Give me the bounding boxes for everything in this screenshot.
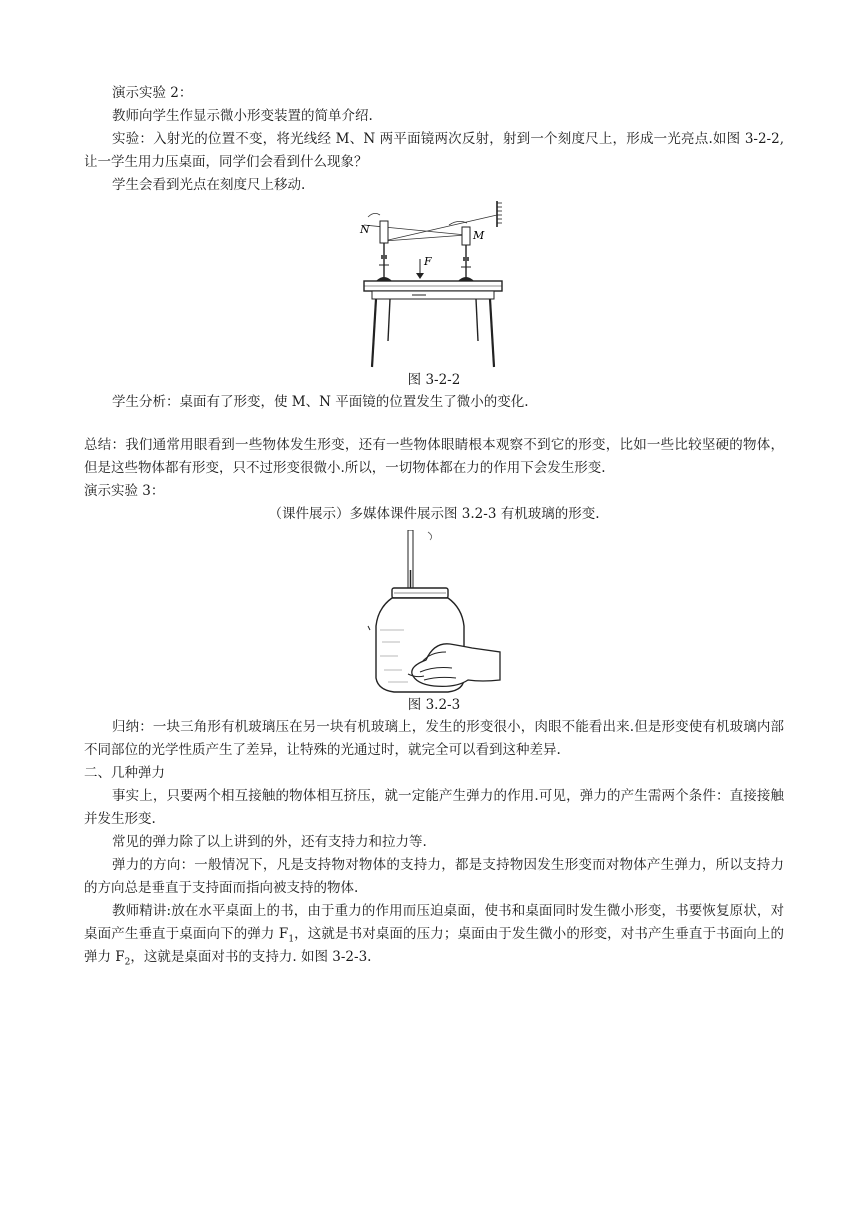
paragraph-gap	[84, 414, 784, 434]
figure-caption-3-2-2: 图 3-2-2	[407, 372, 461, 388]
section2-paragraph-4	[84, 900, 784, 969]
exp2-observation: 学生会看到光点在刻度尺上移动.	[112, 177, 306, 193]
teacher-explanation-part-2: ，这就是书对桌面的压力；桌面由于发生微小的形变，对书产生垂直于书面向上的弹力 F	[84, 926, 784, 965]
section2-heading: 二、几种弹力	[84, 765, 165, 781]
document-page	[84, 82, 784, 969]
teacher-explanation-part-1: 教师精讲:放在水平桌面上的书，由于重力的作用而压迫桌面，使书和桌面同时发生微小形变，书要恢复原状，对桌面产生垂直于桌面向下的弹力 F	[84, 903, 784, 942]
figure-caption-3-2-3: 图 3.2-3	[407, 697, 461, 713]
exp2-analysis: 学生分析：桌面有了形变，使 M、N 平面镜的位置发生了微小的变化.	[112, 394, 529, 410]
teacher-explanation-part-3: ，这就是桌面对书的支持力. 如图 3-2-3.	[130, 949, 372, 965]
subscript-2: 2	[124, 957, 131, 968]
force-label-f: F	[424, 255, 432, 268]
exp3-title: 演示实验 3：	[84, 483, 165, 499]
section2-paragraph-1: 事实上，只要两个相互接触的物体相互挤压，就一定能产生弹力的作用.可见，弹力的产生需两个条件：直接接触并发生形变.	[84, 788, 784, 827]
mirror-label-n: N	[360, 223, 370, 236]
subscript-1: 1	[288, 934, 295, 945]
figure-glass-jar	[364, 530, 504, 694]
exp3-courseware-line: （课件展示）多媒体课件展示图 3.2-3 有机玻璃的形变.	[268, 506, 600, 522]
section2-paragraph-3: 弹力的方向：一般情况下，凡是支持物对物体的支持力，都是支持物因发生形变而对物体产生弹力，所以支持力的方向总是垂直于支持面而指向被支持的物体.	[84, 857, 784, 896]
summary-paragraph: 总结：我们通常用眼看到一些物体发生形变，还有一些物体眼睛根本观察不到它的形变，比如一些比较坚硬的物体，但是这些物体都有形变，只不过形变很微小.所以，一切物体都在力的作用下会发生形变.	[84, 437, 784, 476]
exp2-intro: 教师向学生作显示微小形变装置的简单介绍.	[112, 108, 373, 124]
exp3-conclusion: 归纳：一块三角形有机玻璃压在另一块有机玻璃上，发生的形变很小，肉眼不能看出来.但是形变使有机玻璃内部不同部位的光学性质产生了差异，让特殊的光通过时，就完全可以看到这种差异.	[84, 719, 784, 758]
exp2-title: 演示实验 2：	[112, 85, 193, 101]
exp2-paragraph: 实验：入射光的位置不变，将光线经 M、N 两平面镜两次反射，射到一个刻度尺上，形成一光亮点.如图 3-2-2,让一学生用力压桌面，同学们会看到什么现象？	[84, 131, 784, 170]
section2-paragraph-2: 常见的弹力除了以上讲到的外，还有支持力和拉力等.	[112, 834, 427, 850]
figure-mirror-table	[354, 201, 514, 369]
mirror-label-m: M	[473, 229, 485, 242]
